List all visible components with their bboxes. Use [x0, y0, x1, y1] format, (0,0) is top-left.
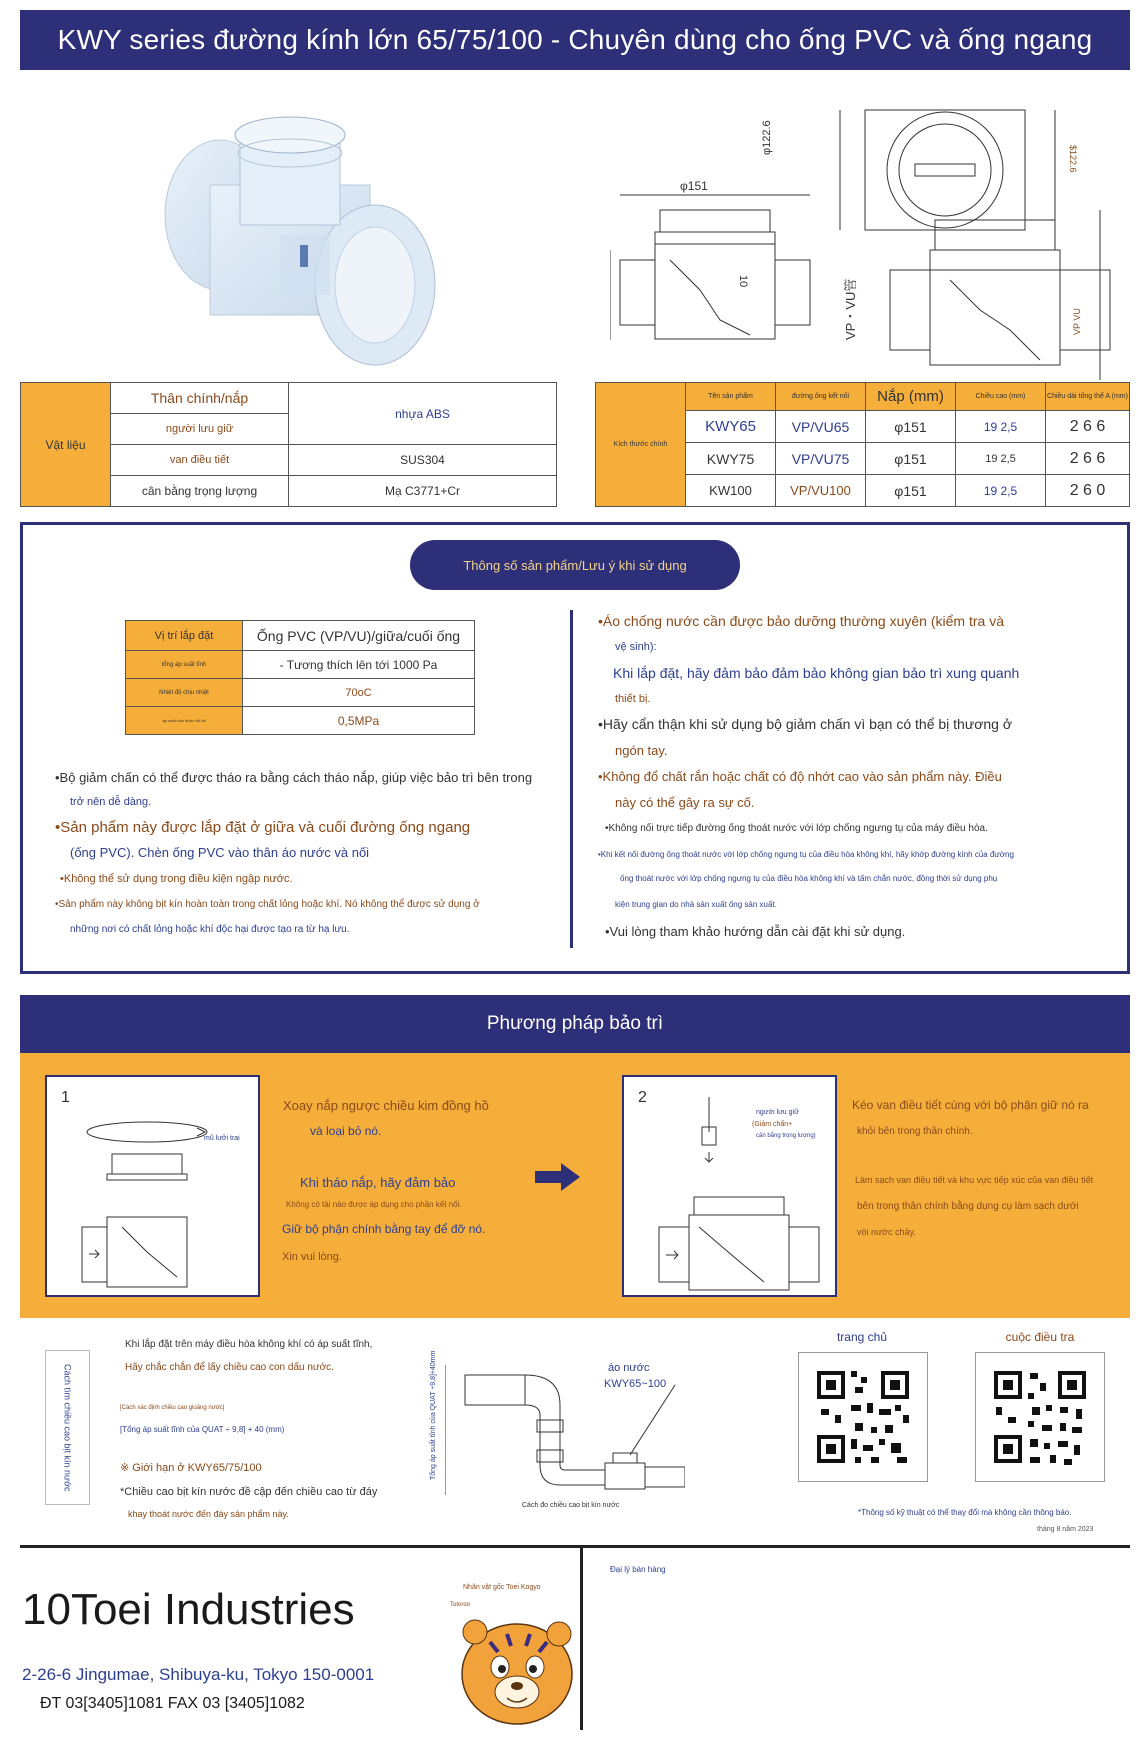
- product-photo: [130, 105, 450, 375]
- spec-value: 0,5MPa: [243, 707, 475, 735]
- diagram-label: KWY65~100: [604, 1378, 667, 1390]
- left-note: •Sản phẩm này không bịt kín hoàn toàn trong chất lỏng hoặc khí. Nó không thể được sử dụng ở: [55, 899, 480, 910]
- left-note: •Không thể sử dụng trong điều kiện ngập nước.: [60, 873, 293, 885]
- materials-table: [20, 382, 557, 507]
- right-note: •Hãy cẩn thận khi sử dụng bộ giảm chấn vì bạn có thể bị thương ở: [598, 716, 1013, 732]
- mascot-name: Totoroo: [450, 1602, 471, 1608]
- dim-cell: VP/VU100: [776, 475, 866, 507]
- step1-text: Giữ bộ phận chính bằng tay để đỡ nó.: [282, 1222, 486, 1236]
- spec-disclaimer: *Thông số kỹ thuật có thể thay đổi mà không cần thông báo.: [858, 1508, 1072, 1517]
- dim-width: φ151: [680, 179, 708, 193]
- diagram-vertical-label: Tổng áp suất tĩnh của QUAT ÷9,8]+40mm: [430, 1350, 437, 1480]
- company-phone: ĐT 03[3405]1081 FAX 03 [3405]1082: [40, 1695, 305, 1712]
- spec-value: 70oC: [243, 679, 475, 707]
- install-text: [Tổng áp suất tĩnh của QUAT ÷ 9,8] + 40 (mm): [120, 1425, 285, 1434]
- dim-cell: KWY75: [686, 443, 776, 475]
- step2-fig-label: (Giảm chấn+: [752, 1121, 793, 1128]
- material-value: SUS304: [289, 445, 557, 476]
- dim-height: 10: [737, 275, 749, 288]
- step1-number: 1: [61, 1089, 70, 1106]
- material-value: nhựa ABS: [289, 383, 557, 445]
- left-note: (ống PVC). Chèn ống PVC vào thân áo nước và nối: [70, 845, 370, 860]
- right-note: kiện trung gian do nhà sản xuất ống sản xuất.: [615, 900, 777, 909]
- step2-text: vòi nước chảy.: [857, 1227, 916, 1237]
- step2-text: Làm sạch van điều tiết và khu vực tiếp xúc của van điều tiết: [855, 1175, 1094, 1185]
- step2-text: Kéo van điều tiết cùng với bộ phận giữ nó ra: [852, 1098, 1089, 1112]
- company-name: 10Toei Industries: [22, 1585, 355, 1634]
- left-note: trở nên dễ dàng.: [70, 796, 152, 808]
- dim-top-right: $122.6: [1068, 145, 1078, 173]
- material-part: van điều tiết: [111, 445, 289, 476]
- install-text: [Cách xác định chiều cao gioăng nước]: [120, 1405, 225, 1411]
- next-step-arrow-icon: [535, 1163, 580, 1191]
- right-note: •Khi kết nối đường ống thoát nước với lớp chống ngưng tụ của điều hòa không khí, hãy khớp đường kính của đường: [598, 850, 1014, 859]
- step1-text: Không có tải nào được áp dụng cho phần kết nối.: [286, 1200, 462, 1209]
- side-label-right: VP VU: [1072, 308, 1082, 335]
- survey-qr-code[interactable]: [975, 1352, 1105, 1482]
- diagram-caption: Cách đo chiều cao bịt kín nước: [522, 1502, 620, 1509]
- right-note: vệ sinh):: [615, 641, 657, 653]
- step2-figure: [622, 1075, 837, 1297]
- dim-cell: KW100: [686, 475, 776, 507]
- page-title: KWY series đường kính lớn 65/75/100 - Chuyên dùng cho ống PVC và ống ngang: [20, 10, 1130, 70]
- step1-fig-label: mũ lưỡi trai: [204, 1135, 240, 1142]
- diagram-label: áo nước: [608, 1362, 650, 1374]
- qr-icon: [976, 1353, 1104, 1481]
- side-label-left: VP・VU管: [843, 278, 858, 340]
- mascot-caption: Nhân vật gốc Toei Kogyo: [463, 1584, 541, 1591]
- install-text: *Chiều cao bịt kín nước đề cập đến chiều cao từ đáy: [120, 1486, 378, 1498]
- material-part: cân bằng trọng lượng: [111, 476, 289, 507]
- material-value: Mạ C3771+Cr: [289, 476, 557, 507]
- right-note: thiết bị.: [615, 693, 651, 705]
- dim-cell: φ151: [866, 411, 956, 443]
- dim-cell: 19 2,5: [956, 475, 1046, 507]
- dim-cell: 2 6 6: [1046, 411, 1130, 443]
- install-side-tab: [45, 1350, 90, 1505]
- right-note: Khi lắp đặt, hãy đảm bảo đảm bảo không gian bảo trì xung quanh: [613, 665, 1020, 681]
- step2-text: khỏi bên trong thân chính.: [857, 1126, 973, 1137]
- install-text: Khi lắp đặt trên máy điều hòa không khí có áp suất tĩnh,: [125, 1339, 373, 1350]
- spec-pill-title: Thông số sản phẩm/Lưu ý khi sử dụng: [410, 540, 740, 590]
- step1-text: Khi tháo nắp, hãy đảm bảo: [300, 1175, 456, 1190]
- step2-text: bên trong thân chính bằng dụng cụ làm sạch dưới: [857, 1201, 1079, 1212]
- step2-fig-label: cân bằng trọng lượng): [756, 1133, 816, 1139]
- right-note: •Không đổ chất rắn hoặc chất có độ nhớt cao vào sản phẩm này. Điều: [598, 769, 1002, 784]
- install-text: ※ Giới hạn ở KWY65/75/100: [120, 1462, 262, 1474]
- dim-cell: 19 2,5: [956, 443, 1046, 475]
- left-note: •Sản phẩm này được lắp đặt ở giữa và cuối đường ống ngang: [55, 819, 471, 836]
- footer-rule: [20, 1545, 1130, 1548]
- right-note: •Không nối trực tiếp đường ống thoát nước với lớp chống ngưng tụ của máy điều hòa.: [605, 823, 988, 834]
- spec-table: [125, 620, 475, 735]
- issue-date: tháng 8 năm 2023: [1037, 1526, 1094, 1533]
- dimensions-table: [595, 382, 1130, 507]
- step1-text: và loại bỏ nó.: [310, 1124, 382, 1138]
- dim-header: đường ống kết nối: [776, 383, 866, 411]
- step2-diagram: [654, 1097, 824, 1292]
- spec-value: - Tương thích lên tới 1000 Pa: [243, 651, 475, 679]
- home-link-label[interactable]: trang chủ: [836, 1330, 888, 1344]
- dealer-label: Đại lý bán hàng: [610, 1565, 666, 1574]
- maintenance-title: Phương pháp bảo trì: [20, 995, 1130, 1053]
- right-note: •Vui lòng tham khảo hướng dẫn cài đặt khi sử dụng.: [605, 924, 906, 939]
- dim-cell: KWY65: [686, 411, 776, 443]
- company-address: 2-26-6 Jingumae, Shibuya-ku, Tokyo 150-0001: [22, 1665, 375, 1684]
- dim-cell: φ151: [866, 475, 956, 507]
- right-note: này có thể gây ra sự cố.: [615, 795, 755, 810]
- dimensions-group-label: Kích thước chính: [596, 383, 686, 507]
- right-note: ống thoát nước với lớp chống ngưng tụ của điều hòa không khí và tấm chắn nước, đồng thời sử dụng phụ: [620, 874, 998, 883]
- dim-cell: 2 6 0: [1046, 475, 1130, 507]
- materials-group-label: Vật liệu: [21, 383, 111, 507]
- material-part: Thân chính/nắp: [111, 383, 289, 414]
- install-text: Hãy chắc chắn để lấy chiều cao con dấu nước.: [125, 1362, 334, 1373]
- left-note: •Bộ giảm chấn có thể được tháo ra bằng cách tháo nắp, giúp việc bảo trì bên trong: [55, 770, 533, 785]
- step2-fig-label: người lưu giữ: [756, 1109, 799, 1116]
- dim-cell: VP/VU75: [776, 443, 866, 475]
- dim-header: Chiều cao (mm): [956, 383, 1046, 411]
- left-note: những nơi có chất lỏng hoặc khí độc hại được tạo ra từ hạ lưu.: [70, 924, 350, 935]
- technical-drawing: [610, 90, 1130, 380]
- qr-icon: [799, 1353, 927, 1481]
- footer-divider: [580, 1548, 583, 1730]
- dim-header: Tên sản phẩm: [686, 383, 776, 411]
- home-qr-code[interactable]: [798, 1352, 928, 1482]
- install-side-tab-label: Cách tìm chiều cao bịt kín nước: [62, 1363, 73, 1492]
- dim-header: Nắp (mm): [866, 383, 956, 411]
- step1-text: Xoay nắp ngược chiều kim đồng hồ: [283, 1098, 489, 1113]
- mascot-image: [455, 1612, 580, 1732]
- right-note: ngón tay.: [615, 743, 668, 758]
- step1-figure: [45, 1075, 260, 1297]
- dim-top-left: φ122.6: [761, 120, 773, 155]
- material-part: người lưu giữ: [111, 414, 289, 445]
- dim-cell: φ151: [866, 443, 956, 475]
- dim-cell: VP/VU65: [776, 411, 866, 443]
- spec-key: áp suất chịu được tối đa: [126, 707, 243, 735]
- step1-text: Xin vui lòng.: [282, 1251, 342, 1263]
- spec-key: tổng áp suất tĩnh: [126, 651, 243, 679]
- step1-diagram: [77, 1102, 247, 1292]
- right-note: •Áo chống nước cần được bảo dưỡng thường xuyên (kiểm tra và: [598, 613, 1004, 629]
- spec-key: Nhiệt độ chịu nhiệt: [126, 679, 243, 707]
- spec-value: Ống PVC (VP/VU)/giữa/cuối ống: [243, 621, 475, 651]
- dim-cell: 2 6 6: [1046, 443, 1130, 475]
- pipe-diagram: [445, 1355, 685, 1495]
- spec-key: Vị trí lắp đặt: [126, 621, 243, 651]
- dim-header: Chiều dài tổng thể A (mm): [1046, 383, 1130, 411]
- spec-divider: [570, 610, 573, 948]
- dim-cell: 19 2,5: [956, 411, 1046, 443]
- survey-link-label[interactable]: cuộc điều tra: [1005, 1330, 1075, 1344]
- step2-number: 2: [638, 1089, 647, 1106]
- install-text: khay thoát nước đến đáy sản phẩm này.: [128, 1509, 289, 1519]
